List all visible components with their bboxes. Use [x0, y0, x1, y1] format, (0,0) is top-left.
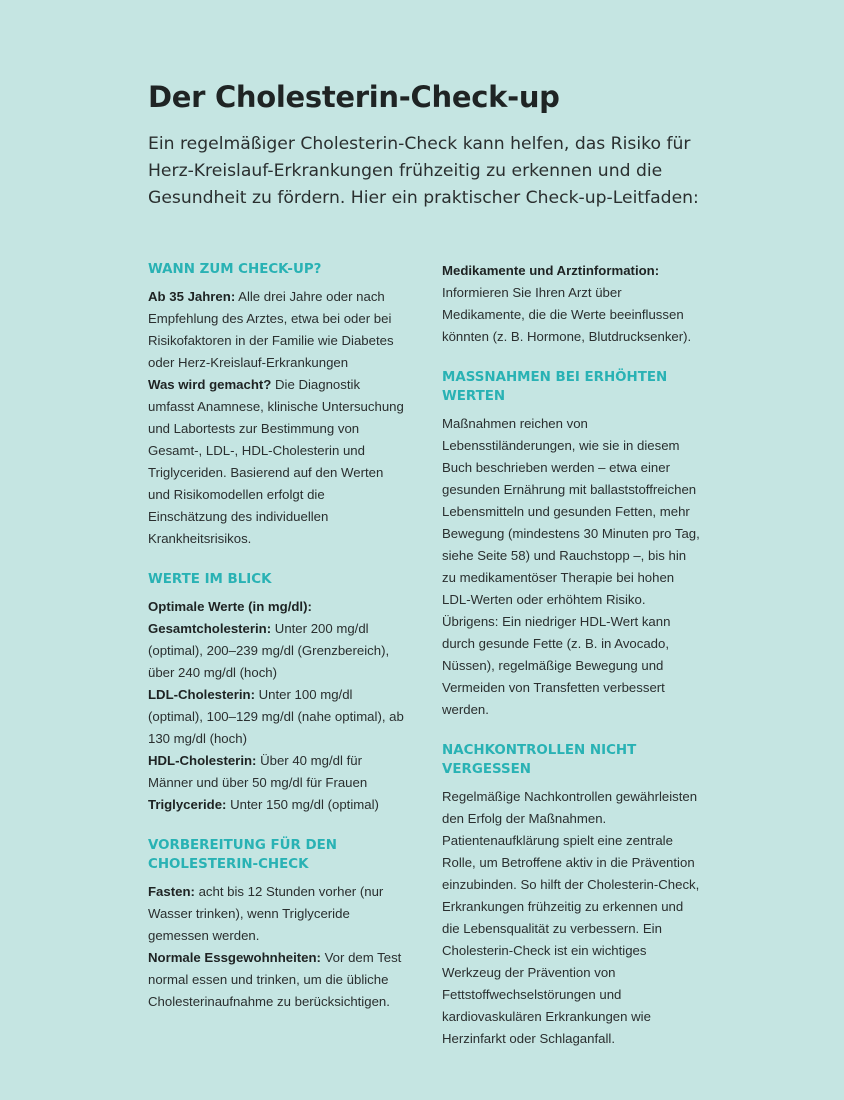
- text-triglycerides: Unter 150 mg/dl (optimal): [226, 797, 379, 812]
- left-column: [148, 260, 406, 1033]
- paragraph-measures: Maßnahmen reichen von Lebensstiländerungen, wie sie in diesem Buch beschrieben werden – etwa einer gesunden Ernährung mit ballaststoffreichen Lebensmitteln und gesunden Fetten, mehr Bewegung (mindestens 30 Minuten pro Tag, siehe Seite 58) und Rauchstopp –, bis hin zu medikamentöser Therapie bei hohen LDL-Werten oder erhöhtem Risiko. Übrigens: Ein niedriger HDL-Wert kann durch gesunde Fette (z. B. in Avocado, Nüssen), regelmäßige Bewegung und Vermeiden von Transfetten verbessert werden.: [442, 416, 700, 717]
- section-heading-values: WERTE IM BLICK: [148, 572, 272, 587]
- paragraph-followup: Regelmäßige Nachkontrollen gewährleisten den Erfolg der Maßnahmen. Patientenaufklärung spielt eine zentrale Rolle, um Betroffene aktiv in die Prävention einzubinden. So hilft der Cholesterin-Check, Erkrankungen frühzeitig zu erkennen und die Lebensqualität zu verbessern. Ein Cholesterin-Check ist ein wichtiges Werkzeug der Prävention von Fettstoffwechselstörungen und kardiovaskulären Erkrankungen wie Herzinfarkt oder Schlaganfall.: [442, 789, 700, 1046]
- term-medication: Medikamente und Arztinformation:: [442, 263, 660, 278]
- paragraph-fasting: [148, 881, 406, 947]
- text-total-cholesterol: Unter 200 mg/dl (optimal), 200–239 mg/dl (Grenzbereich), über 240 mg/dl (hoch): [148, 621, 390, 680]
- paragraph-what: [148, 374, 406, 550]
- term-eating: Normale Essgewohnheiten:: [148, 950, 321, 965]
- text-medication: Informieren Sie Ihren Arzt über Medikamente, die die Werte beeinflussen könnten (z. B. Hormone, Blutdrucksenker).: [442, 285, 692, 344]
- paragraph-optimal: [148, 596, 406, 618]
- paragraph-eating: [148, 947, 406, 1013]
- section-heading-followup: NACHKONTROLLEN NICHT VERGESSEN: [442, 743, 637, 777]
- term-total-cholesterol: Gesamtcholesterin:: [148, 621, 272, 636]
- section-values: [148, 570, 406, 816]
- text-eating: Vor dem Test normal essen und trinken, um die übliche Cholesterinaufnahme zu berücksichtigen.: [148, 950, 402, 1009]
- section-followup: [442, 741, 700, 1050]
- text-hdl: Über 40 mg/dl für Männer und über 50 mg/dl für Frauen: [148, 753, 368, 790]
- paragraph-age: [148, 286, 406, 374]
- page-title: Der Cholesterin-Check-up: [148, 80, 560, 114]
- text-ldl: Unter 100 mg/dl (optimal), 100–129 mg/dl (nahe optimal), ab 130 mg/dl (hoch): [148, 687, 404, 746]
- paragraph-hdl: [148, 750, 406, 794]
- term-fasting: Fasten:: [148, 884, 195, 899]
- text-age: Alle drei Jahre oder nach Empfehlung des Arztes, etwa bei oder bei Risikofaktoren in der Familie wie Diabetes oder Herz-Kreislauf-Erkrankungen: [148, 289, 394, 370]
- section-measures: [442, 368, 700, 721]
- paragraph-ldl: [148, 684, 406, 750]
- section-medication: [442, 260, 700, 348]
- right-column: [442, 260, 700, 1070]
- section-heading-preparation: VORBEREITUNG FÜR DEN CHOLESTERIN-CHECK: [148, 838, 337, 872]
- section-when: [148, 260, 406, 550]
- term-what: Was wird gemacht?: [148, 377, 272, 392]
- term-triglycerides: Triglyceride:: [148, 797, 227, 812]
- term-optimal: Optimale Werte (in mg/dl):: [148, 599, 312, 614]
- text-fasting: acht bis 12 Stunden vorher (nur Wasser trinken), wenn Triglyceride gemessen werden.: [148, 884, 384, 943]
- paragraph-total-cholesterol: [148, 618, 406, 684]
- paragraph-triglycerides: [148, 794, 406, 816]
- intro-text: Ein regelmäßiger Cholesterin-Check kann helfen, das Risiko für Herz-Kreislauf-Erkrankungen frühzeitig zu erkennen und die Gesundheit zu fördern. Hier ein praktischer Check-up-Leitfaden:: [148, 134, 699, 208]
- term-age: Ab 35 Jahren:: [148, 289, 236, 304]
- section-preparation: [148, 836, 406, 1013]
- term-ldl: LDL-Cholesterin:: [148, 687, 255, 702]
- paragraph-medication: [442, 260, 700, 348]
- term-hdl: HDL-Cholesterin:: [148, 753, 257, 768]
- text-what: Die Diagnostik umfasst Anamnese, klinische Untersuchung und Labortests zur Bestimmung von Gesamt-, LDL-, HDL-Cholesterin und Triglyceriden. Basierend auf den Werten und Risikomodellen erfolgt die Einschätzung des individuellen Krankheitsrisikos.: [148, 377, 404, 546]
- section-heading-measures: MASSNAHMEN BEI ERHÖHTEN WERTEN: [442, 370, 668, 404]
- section-heading-when: WANN ZUM CHECK-UP?: [148, 262, 322, 277]
